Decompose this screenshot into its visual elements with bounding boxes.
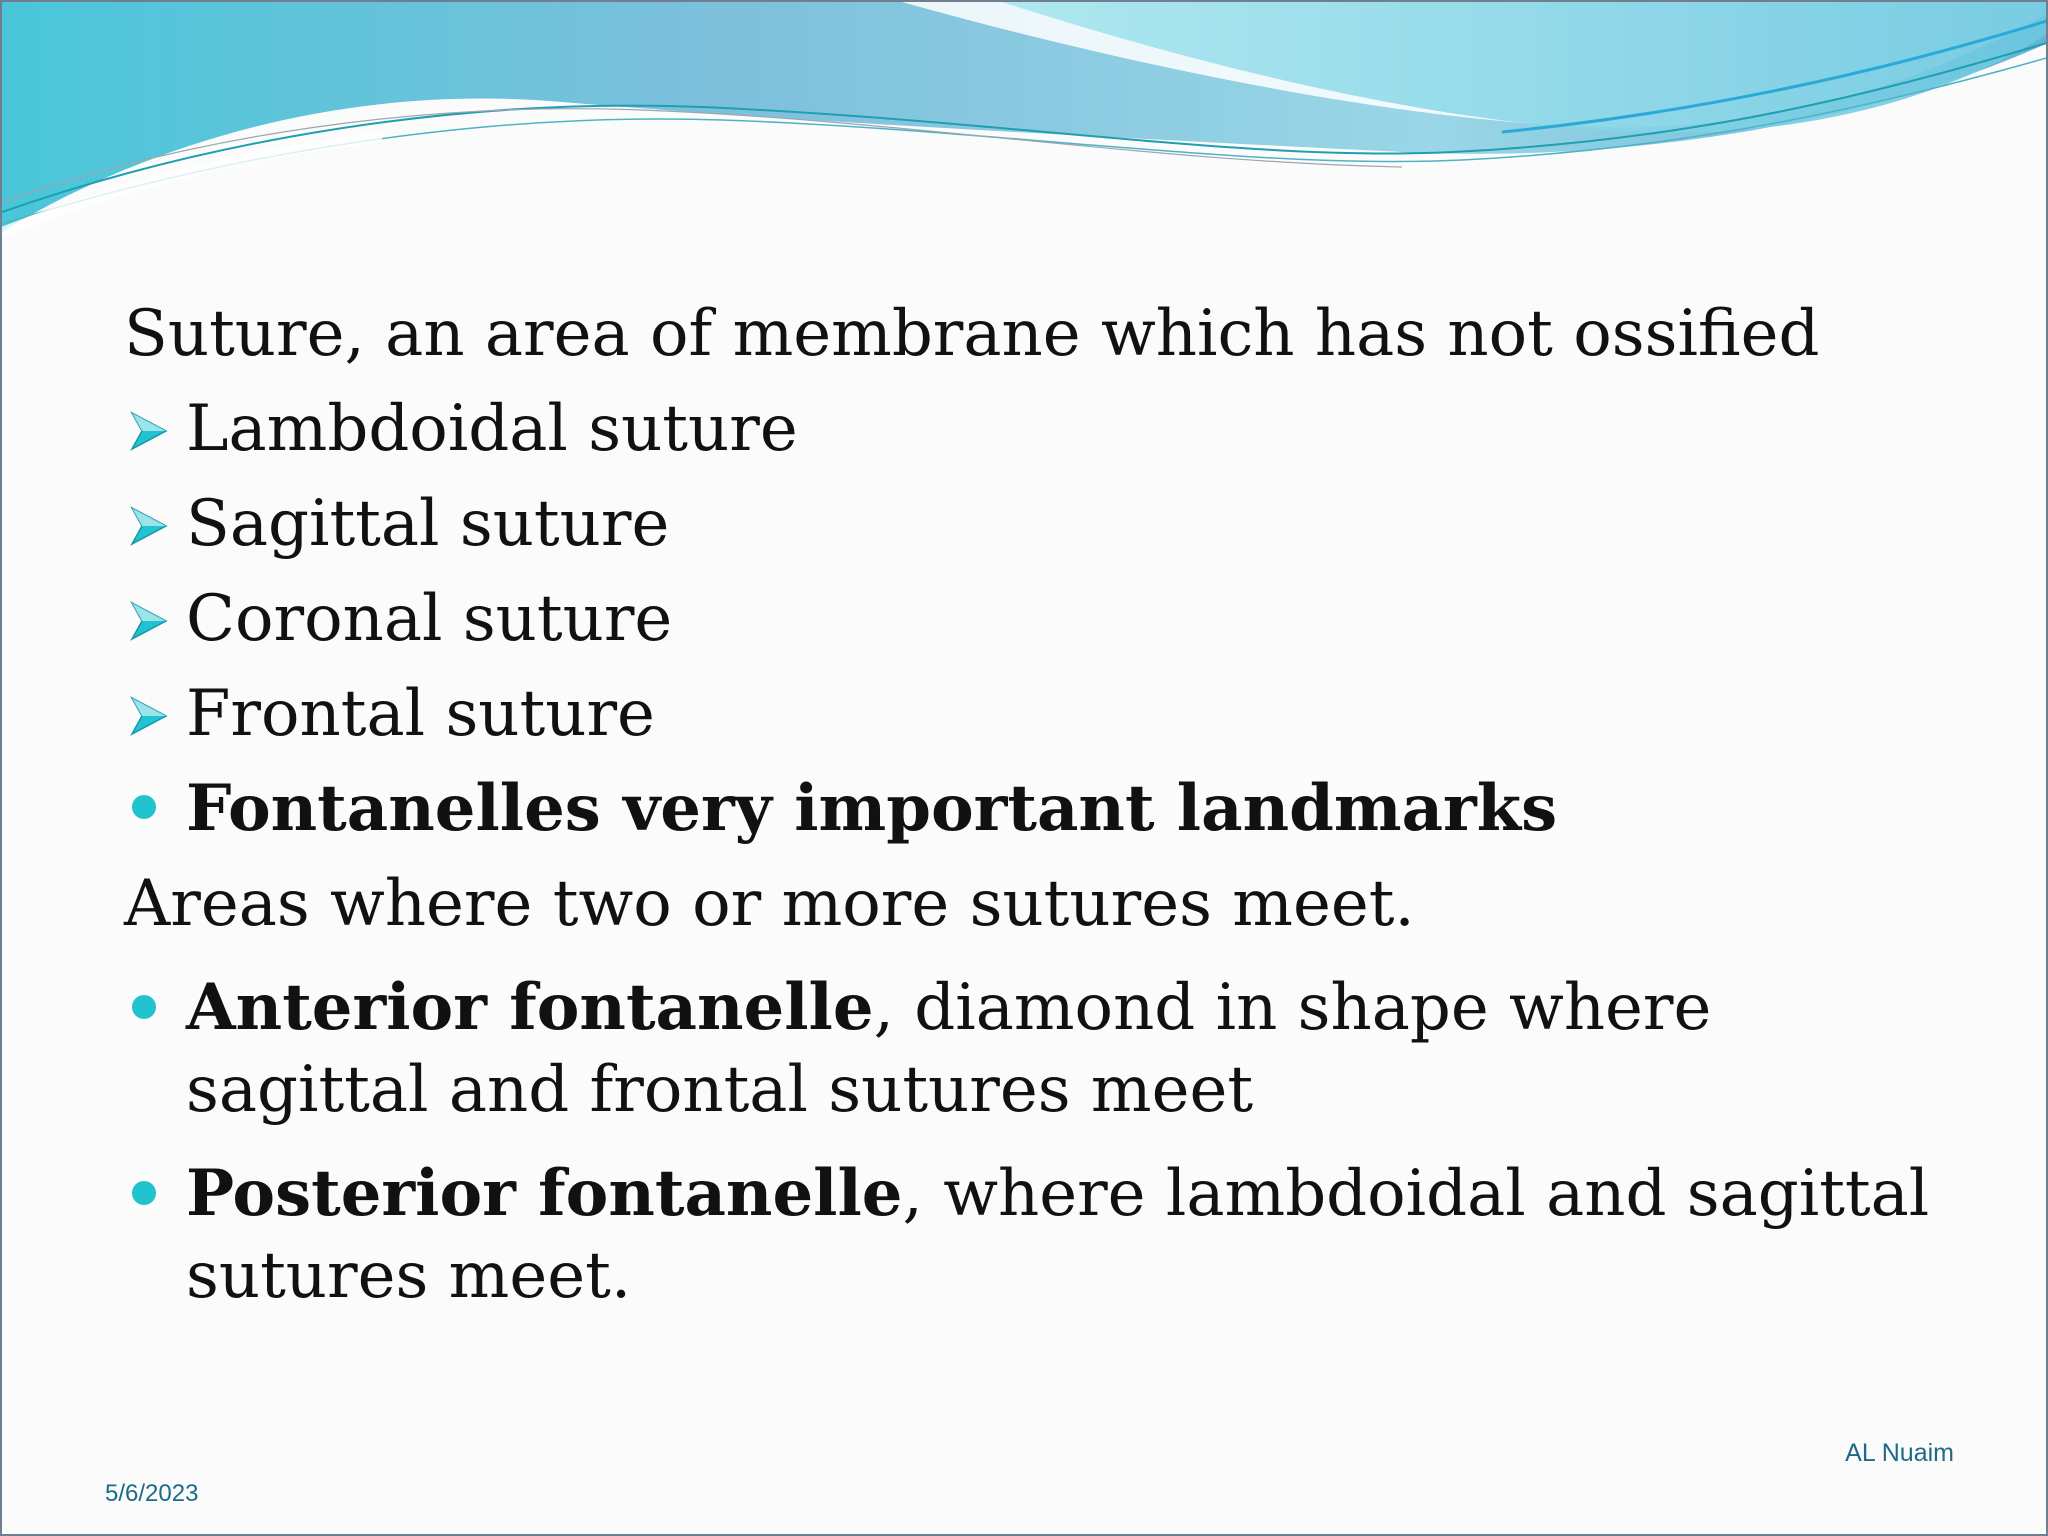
suture-item-frontal — [124, 677, 1944, 751]
anterior-fontanelle-term: Anterior fontanelle — [186, 970, 874, 1045]
fontanelles-definition: Areas where two or more sutures meet. — [124, 867, 1415, 941]
suture-label: Coronal suture — [186, 582, 673, 656]
arrowhead-bullet-icon — [128, 506, 168, 546]
header-wave-decoration — [2, 2, 2048, 242]
arrowhead-bullet-icon — [128, 601, 168, 641]
slide-body — [124, 297, 1944, 1339]
arrowhead-bullet-icon — [128, 411, 168, 451]
suture-item-sagittal — [124, 487, 1944, 561]
suture-definition: Suture, an area of membrane which has not ossified — [124, 297, 1820, 371]
suture-item-coronal — [124, 582, 1944, 656]
fontanelles-heading: Fontanelles very important landmarks — [186, 771, 1558, 846]
footer-author: AL Nuaim — [1845, 1439, 1954, 1467]
anterior-fontanelle-item — [124, 967, 1944, 1131]
suture-item-lambdoidal — [124, 392, 1944, 466]
anterior-fontanelle-description: , diamond in shape where sagittal and frontal sutures meet — [186, 971, 1712, 1127]
footer-date: 5/6/2023 — [105, 1480, 199, 1507]
posterior-fontanelle-term: Posterior fontanelle — [186, 1156, 903, 1231]
suture-label: Frontal suture — [186, 677, 655, 751]
posterior-fontanelle-description: , where lambdoidal and sagittal sutures meet. — [186, 1157, 1930, 1313]
suture-label: Sagittal suture — [186, 487, 670, 561]
arrowhead-bullet-icon — [128, 696, 168, 736]
posterior-fontanelle-item — [124, 1153, 1944, 1317]
fontanelles-heading-item — [124, 771, 1944, 846]
suture-label: Lambdoidal suture — [186, 392, 798, 466]
dot-bullet-icon — [132, 795, 156, 819]
dot-bullet-icon — [132, 1181, 156, 1205]
dot-bullet-icon — [132, 995, 156, 1019]
